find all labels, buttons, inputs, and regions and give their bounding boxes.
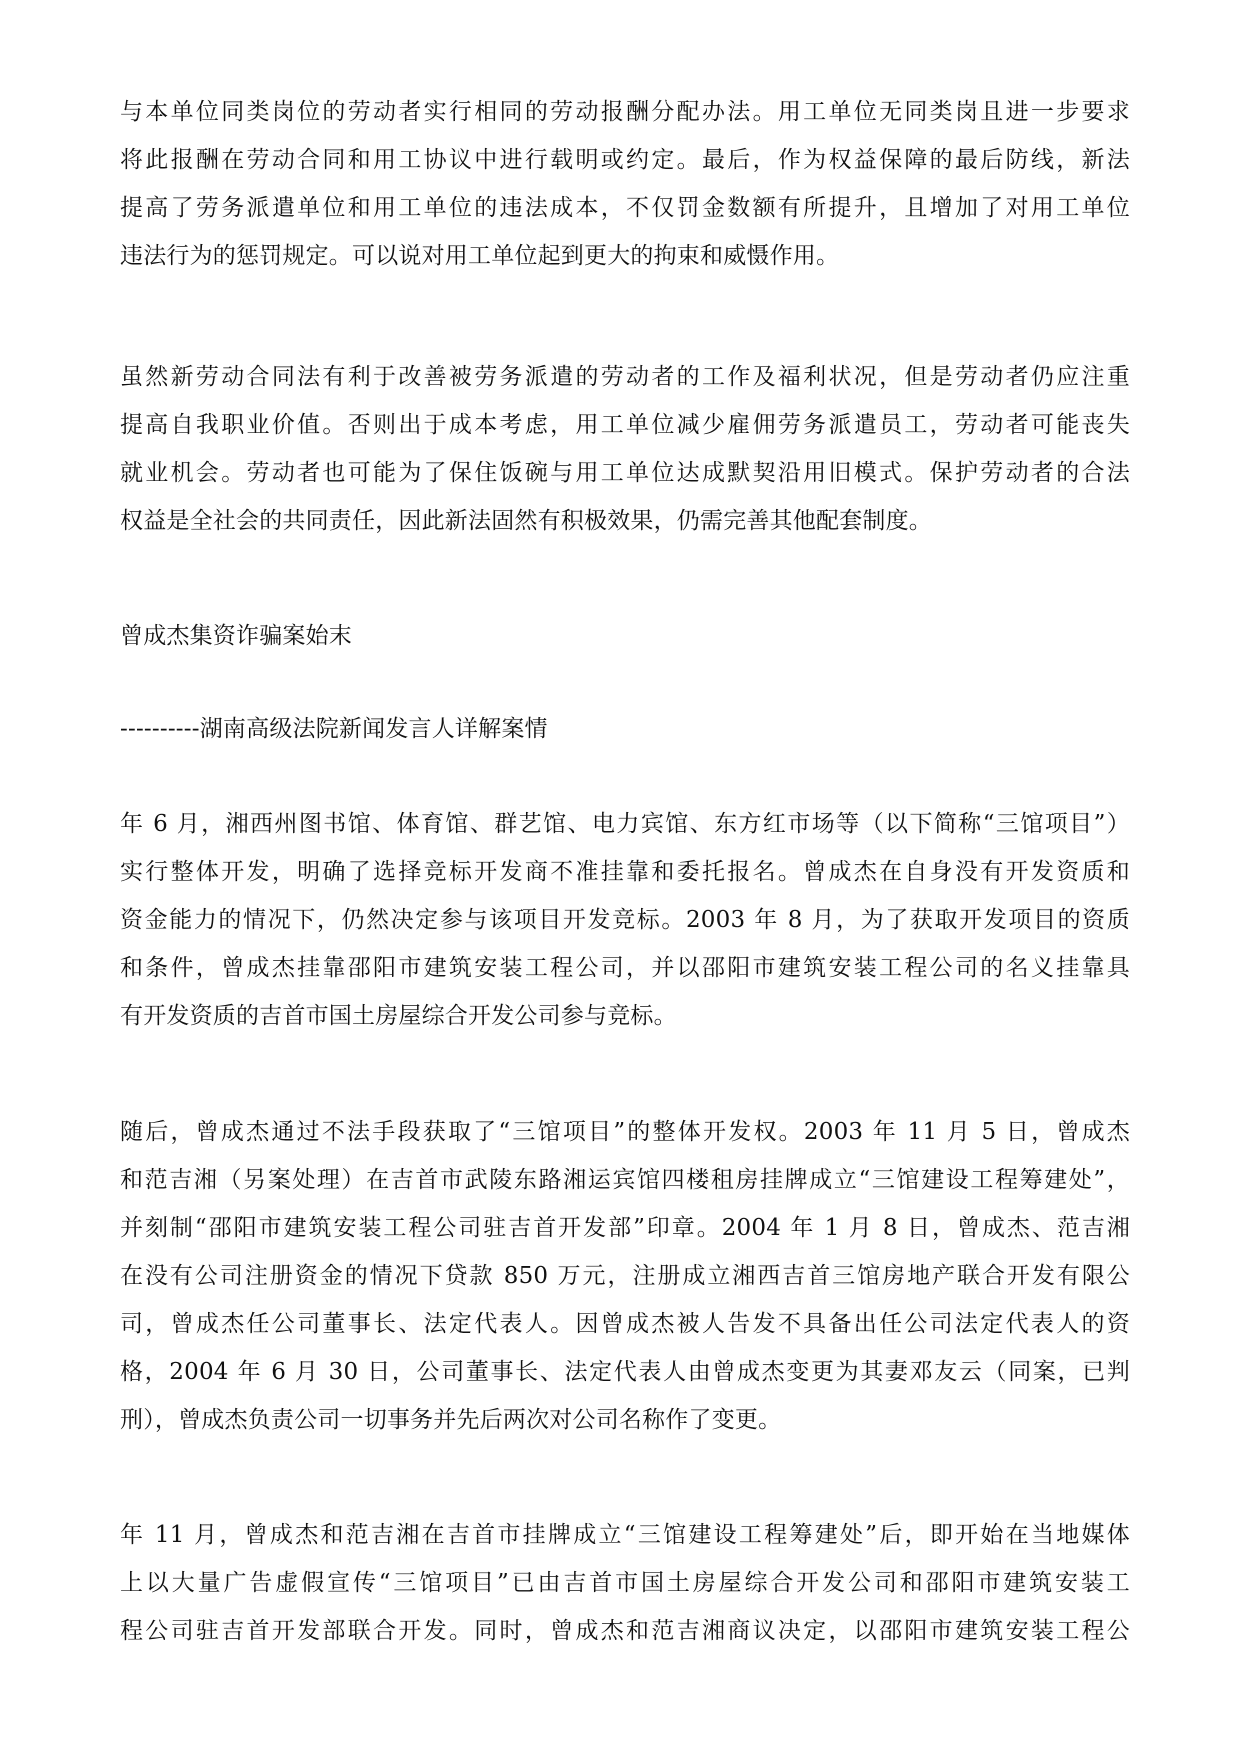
- text-line: 和条件，曾成杰挂靠邵阳市建筑安装工程公司，并以邵阳市建筑安装工程公司的名义挂靠具: [120, 955, 1130, 981]
- text-line: 随后，曾成杰通过不法手段获取了“三馆项目”的整体开发权。2003 年 11 月 5 日，曾成杰: [120, 1119, 1130, 1145]
- text-line: 将此报酬在劳动合同和用工协议中进行载明或约定。最后，作为权益保障的最后防线，新法: [120, 147, 1130, 173]
- text-line: 刑），曾成杰负责公司一切事务并先后两次对公司名称作了变更。: [120, 1407, 782, 1433]
- text-line: 上以大量广告虚假宣传“三馆项目”已由吉首市国土房屋综合开发公司和邵阳市建筑安装工: [120, 1570, 1130, 1596]
- paragraph-labor-remuneration: [120, 88, 1130, 280]
- text-line: 有开发资质的吉首市国土房屋综合开发公司参与竞标。: [120, 1003, 677, 1029]
- text-line: 资金能力的情况下，仍然决定参与该项目开发竞标。2003 年 8 月，为了获取开发项目的资质: [120, 907, 1130, 933]
- article-title-text: 曾成杰集资诈骗案始末: [120, 623, 352, 649]
- text-line: 与本单位同类岗位的劳动者实行相同的劳动报酬分配办法。用工单位无同类岗且进一步要求: [120, 99, 1130, 125]
- text-line: 在没有公司注册资金的情况下贷款 850 万元，注册成立湘西吉首三馆房地产联合开发有限公: [120, 1263, 1130, 1289]
- article-subtitle-text: ----------湖南高级法院新闻发言人详解案情: [120, 716, 548, 742]
- text-line: 就业机会。劳动者也可能为了保住饭碗与用工单位达成默契沿用旧模式。保护劳动者的合法: [120, 460, 1130, 486]
- text-line: 权益是全社会的共同责任，因此新法固然有积极效果，仍需完善其他配套制度。: [120, 508, 932, 534]
- article-subtitle: [120, 705, 1130, 753]
- text-line: 年 6 月，湘西州图书馆、体育馆、群艺馆、电力宾馆、东方红市场等（以下简称“三馆项目”）: [120, 811, 1130, 837]
- text-line: 程公司驻吉首开发部联合开发。同时，曾成杰和范吉湘商议决定，以邵阳市建筑安装工程公: [120, 1618, 1130, 1644]
- paragraph-company-founding: [120, 1108, 1130, 1444]
- paragraph-labor-value: [120, 353, 1130, 545]
- text-line: 格，2004 年 6 月 30 日，公司董事长、法定代表人由曾成杰变更为其妻邓友云（同案，已判: [120, 1359, 1130, 1385]
- paragraph-false-advertising: [120, 1511, 1130, 1655]
- text-line: 提高自我职业价值。否则出于成本考虑，用工单位减少雇佣劳务派遣员工，劳动者可能丧失: [120, 412, 1130, 438]
- text-line: 和范吉湘（另案处理）在吉首市武陵东路湘运宾馆四楼租房挂牌成立“三馆建设工程筹建处”，: [120, 1167, 1130, 1193]
- text-line: 实行整体开发，明确了选择竞标开发商不准挂靠和委托报名。曾成杰在自身没有开发资质和: [120, 859, 1130, 885]
- paragraph-project-bidding: [120, 800, 1130, 1040]
- text-line: 提高了劳务派遣单位和用工单位的违法成本，不仅罚金数额有所提升，且增加了对用工单位: [120, 195, 1130, 221]
- text-line: 司，曾成杰任公司董事长、法定代表人。因曾成杰被人告发不具备出任公司法定代表人的资: [120, 1311, 1130, 1337]
- text-line: 年 11 月，曾成杰和范吉湘在吉首市挂牌成立“三馆建设工程筹建处”后，即开始在当地媒体: [120, 1522, 1130, 1548]
- text-line: 违法行为的惩罚规定。可以说对用工单位起到更大的拘束和威慑作用。: [120, 243, 840, 269]
- text-line: 虽然新劳动合同法有利于改善被劳务派遣的劳动者的工作及福利状况，但是劳动者仍应注重: [120, 364, 1130, 390]
- article-title: [120, 612, 1130, 660]
- text-line: 并刻制“邵阳市建筑安装工程公司驻吉首开发部”印章。2004 年 1 月 8 日，曾成杰、范吉湘: [120, 1215, 1130, 1241]
